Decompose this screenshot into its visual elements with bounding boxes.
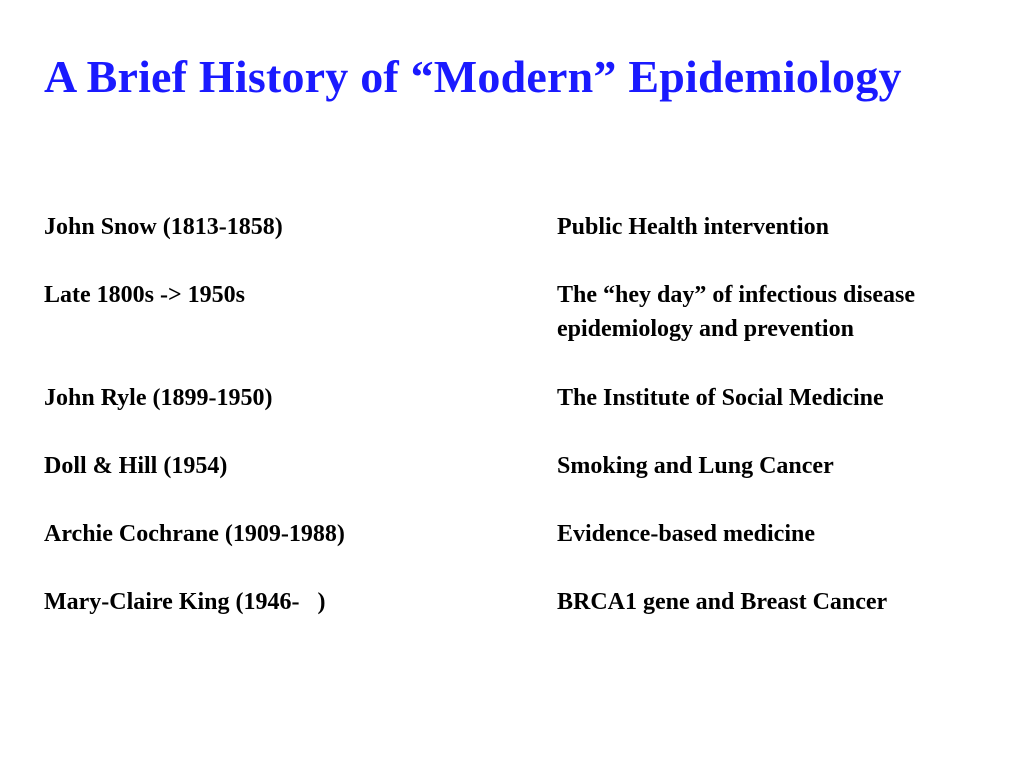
slide-title: A Brief History of “Modern” Epidemiology: [44, 51, 902, 102]
row-contribution-line: The Institute of Social Medicine: [557, 385, 884, 411]
row-contribution-line: Evidence-based medicine: [557, 521, 815, 547]
row-contribution-line: epidemiology and prevention: [557, 316, 854, 342]
timeline-row: [44, 449, 1004, 517]
timeline-row: [44, 517, 1004, 585]
row-contribution: [557, 585, 997, 619]
row-figure: Archie Cochrane (1909-1988): [44, 521, 345, 547]
timeline-row: [44, 381, 1004, 449]
row-contribution: [557, 278, 997, 346]
row-figure: Late 1800s -> 1950s: [44, 282, 245, 308]
timeline-row: [44, 278, 1004, 381]
row-figure: John Snow (1813-1858): [44, 214, 283, 240]
row-contribution: [557, 210, 997, 244]
row-contribution: [557, 449, 997, 483]
timeline-row: [44, 210, 1004, 278]
row-figure: John Ryle (1899-1950): [44, 385, 273, 411]
row-contribution: [557, 381, 997, 415]
row-figure: Mary-Claire King (1946- ): [44, 589, 326, 615]
row-contribution-line: Smoking and Lung Cancer: [557, 453, 834, 479]
row-contribution-line: Public Health intervention: [557, 214, 829, 240]
row-contribution-line: The “hey day” of infectious disease: [557, 282, 916, 308]
row-figure: Doll & Hill (1954): [44, 453, 228, 479]
row-contribution: [557, 517, 997, 551]
timeline-list: [44, 210, 1004, 653]
timeline-row: [44, 585, 1004, 653]
row-contribution-line: BRCA1 gene and Breast Cancer: [557, 589, 888, 615]
